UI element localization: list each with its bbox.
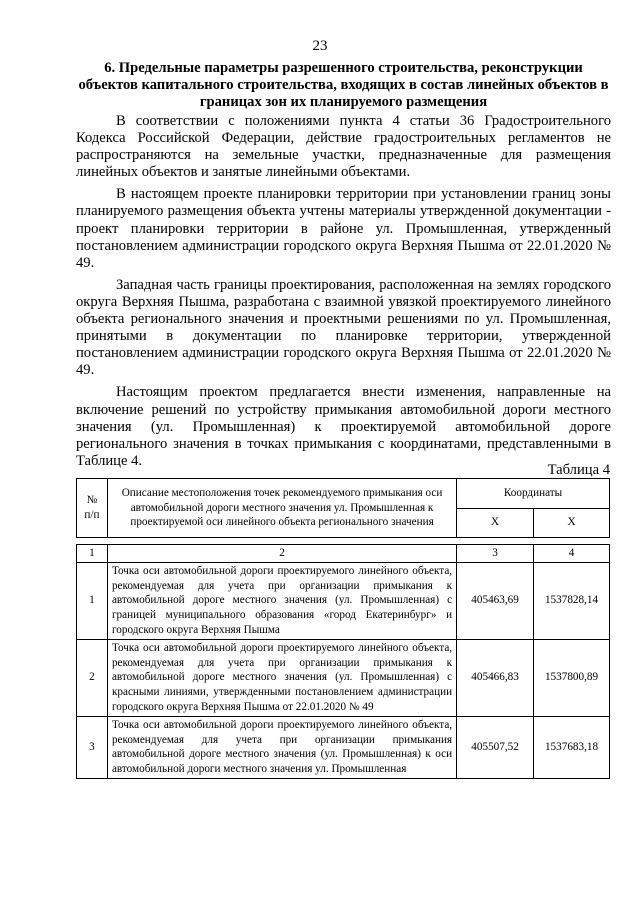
table-row — [77, 639, 610, 716]
row-x: 405466,83 — [457, 639, 534, 716]
row-description: Точка оси автомобильной дороги проектируемого линейного объекта, рекомендуемая для учета при организации примыкания к автомобильной дороге местного значения (ул. Промышленная) с красными линиями, утвержденными постановлением администрации городского округа Верхняя Пышма от 22.01.2020 № 49 — [107, 639, 456, 716]
paragraph-3: Западная часть границы проектирования, расположенная на землях городского округа Верхняя Пышма, разработана с взаимной увязкой проектируемого линейного объекта регионального значения и проектными решениями по ул. Промышленная, принятыми в документации по планировке территории, утвержденной постановлением администрации городского округа Верхняя Пышма от 22.01.2020 № 49. — [76, 276, 611, 379]
row-x: 405507,52 — [457, 716, 534, 778]
table-caption: Таблица 4 — [547, 462, 610, 478]
header-x2: X — [534, 508, 610, 538]
row-y: 1537683,18 — [534, 716, 610, 778]
row-description: Точка оси автомобильной дороги проектируемого линейного объекта, рекомендуемая для учета при организации примыкания к автомобильной дороге местного значения (ул. Промышленная) с границей муниципального образования «город Екатеринбург» и городского округа Верхняя Пышма — [107, 562, 456, 639]
paragraph-1: В соответствии с положениями пункта 4 статьи 36 Градостроительного Кодекса Российской Федерации, действие градостроительных регламентов не распространяются на земельные участки, предназначенные для размещения линейных объектов и занятые линейными объектами. — [76, 113, 611, 181]
row-num: 1 — [77, 562, 108, 639]
header-coordinates: Координаты — [457, 479, 610, 509]
row-y: 1537800,89 — [534, 639, 610, 716]
paragraph-2: В настоящем проекте планировки территории при установлении границ зоны планируемого размещения объекта учтены материалы утвержденной документации - проект планировки территории в районе ул. Промышленная, утвержденный постановлением администрации городского округа Верхняя Пышма от 22.01.2020 № 49. — [76, 186, 611, 271]
colnum-4: 4 — [534, 545, 610, 563]
row-num: 3 — [77, 716, 108, 778]
body-text — [76, 113, 611, 475]
row-description: Точка оси автомобильной дороги проектируемого линейного объекта, рекомендуемая для учета при организации примыкания автомобильной дороге местного значения (ул. Промышленная) к оси автомобильной дороги местного значения ул. Промышленная — [107, 716, 456, 778]
row-x: 405463,69 — [457, 562, 534, 639]
paragraph-4: Настоящим проектом предлагается внести изменения, направленные на включение решений по устройству примыкания автомобильной дороги местного значения (ул. Промышленная) к проектируемой автомобильной дороге регионального значения в точках примыкания с координатами, представленными в Таблице 4. — [76, 384, 611, 469]
table-header-row — [77, 479, 610, 509]
table-row — [77, 562, 610, 639]
colnum-2: 2 — [107, 545, 456, 563]
column-number-row — [77, 545, 610, 563]
table-gap — [77, 538, 610, 545]
section-heading: 6. Предельные параметры разрешенного строительства, реконструкции объектов капитального строительства, входящих в состав линейных объектов в границах зон их планируемого размещения — [78, 60, 609, 110]
page-number: 23 — [312, 38, 328, 54]
header-num: № п/п — [77, 479, 108, 538]
row-num: 2 — [77, 639, 108, 716]
colnum-3: 3 — [457, 545, 534, 563]
row-y: 1537828,14 — [534, 562, 610, 639]
table-row — [77, 716, 610, 778]
header-description: Описание местоположения точек рекомендуемого примыкания оси автомобильной дороги местного значения ул. Промышленная к проектируемой оси линейного объекта регионального значения — [107, 479, 456, 538]
coordinates-table — [76, 478, 610, 779]
colnum-1: 1 — [77, 545, 108, 563]
header-x1: X — [457, 508, 534, 538]
